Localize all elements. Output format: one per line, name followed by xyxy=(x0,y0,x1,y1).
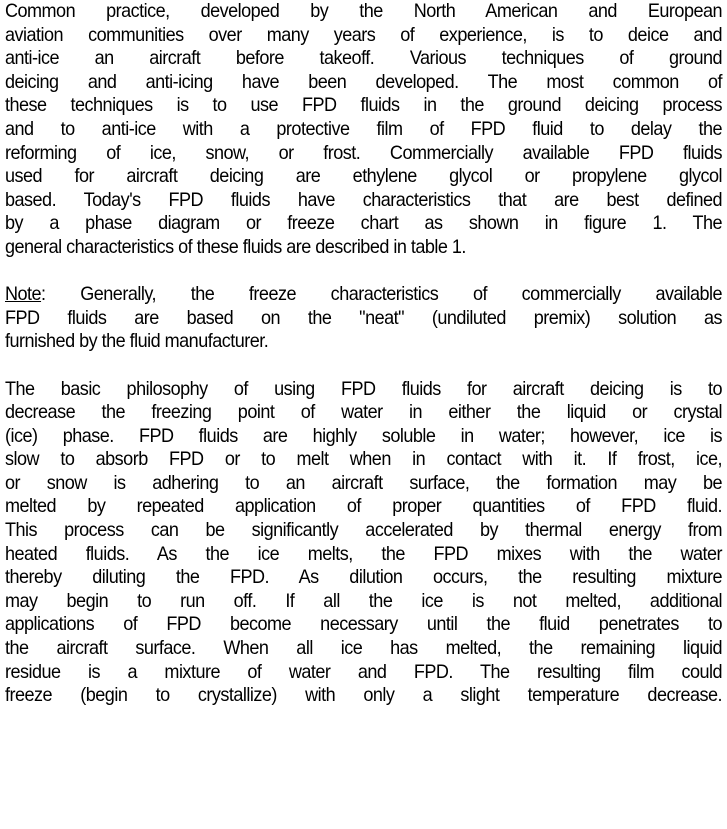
text-line: used for aircraft deicing are ethylene glycol or propylene glycol xyxy=(5,165,723,188)
note-first-line-text: : Generally, the freeze characteristics of commercially available xyxy=(41,283,723,306)
text-line: Common practice, developed by the North American and European xyxy=(5,0,723,22)
text-line: reforming of ice, snow, or frost. Commercially available FPD fluids xyxy=(5,141,723,164)
paragraph-philosophy xyxy=(5,378,722,708)
text-line: the aircraft surface. When all ice has melted, the remaining liquid xyxy=(5,637,723,660)
paragraph-spacer xyxy=(5,260,722,284)
text-line: based. Today's FPD fluids have characteristics that are best defined xyxy=(5,188,723,211)
text-line: melted by repeated application of proper quantities of FPD fluid. xyxy=(5,495,723,518)
text-line: FPD fluids are based on the "neat" (undiluted premix) solution as xyxy=(5,306,723,329)
text-line: and to anti-ice with a protective film of FPD fluid to delay the xyxy=(5,117,723,140)
text-line: or snow is adhering to an aircraft surface, the formation may be xyxy=(5,471,723,494)
text-line: heated fluids. As the ice melts, the FPD mixes with the water xyxy=(5,542,723,565)
text-line: these techniques is to use FPD fluids in the ground deicing process xyxy=(5,94,723,117)
text-line: deicing and anti-icing have been developed. The most common of xyxy=(5,70,723,93)
text-line: general characteristics of these fluids are described in table 1. xyxy=(5,235,466,258)
note-label: Note xyxy=(5,283,42,306)
text-line: furnished by the fluid manufacturer. xyxy=(5,330,269,353)
paragraph-spacer xyxy=(5,354,722,378)
text-line: slow to absorb FPD or to melt when in contact with it. If frost, ice, xyxy=(5,448,723,471)
text-line: The basic philosophy of using FPD fluids for aircraft deicing is to xyxy=(5,377,723,400)
text-line: This process can be significantly accelerated by thermal energy from xyxy=(5,519,723,542)
text-line: anti-ice an aircraft before takeoff. Various techniques of ground xyxy=(5,47,723,70)
text-line: aviation communities over many years of experience, is to deice and xyxy=(5,23,723,46)
text-line: thereby diluting the FPD. As dilution occurs, the resulting mixture xyxy=(5,566,723,589)
document-page xyxy=(5,0,722,708)
paragraph-note xyxy=(5,283,722,354)
text-line: by a phase diagram or freeze chart as shown in figure 1. The xyxy=(5,212,723,235)
text-line: applications of FPD become necessary until the fluid penetrates to xyxy=(5,613,723,636)
text-line: (ice) phase. FPD fluids are highly soluble in water; however, ice is xyxy=(5,424,723,447)
text-line xyxy=(5,283,722,307)
text-line: may begin to run off. If all the ice is not melted, additional xyxy=(5,589,723,612)
text-line: decrease the freezing point of water in either the liquid or crystal xyxy=(5,401,723,424)
text-line: freeze (begin to crystallize) with only a slight temperature decrease. xyxy=(5,684,723,707)
paragraph-intro xyxy=(5,0,722,260)
text-line: residue is a mixture of water and FPD. The resulting film could xyxy=(5,660,723,683)
